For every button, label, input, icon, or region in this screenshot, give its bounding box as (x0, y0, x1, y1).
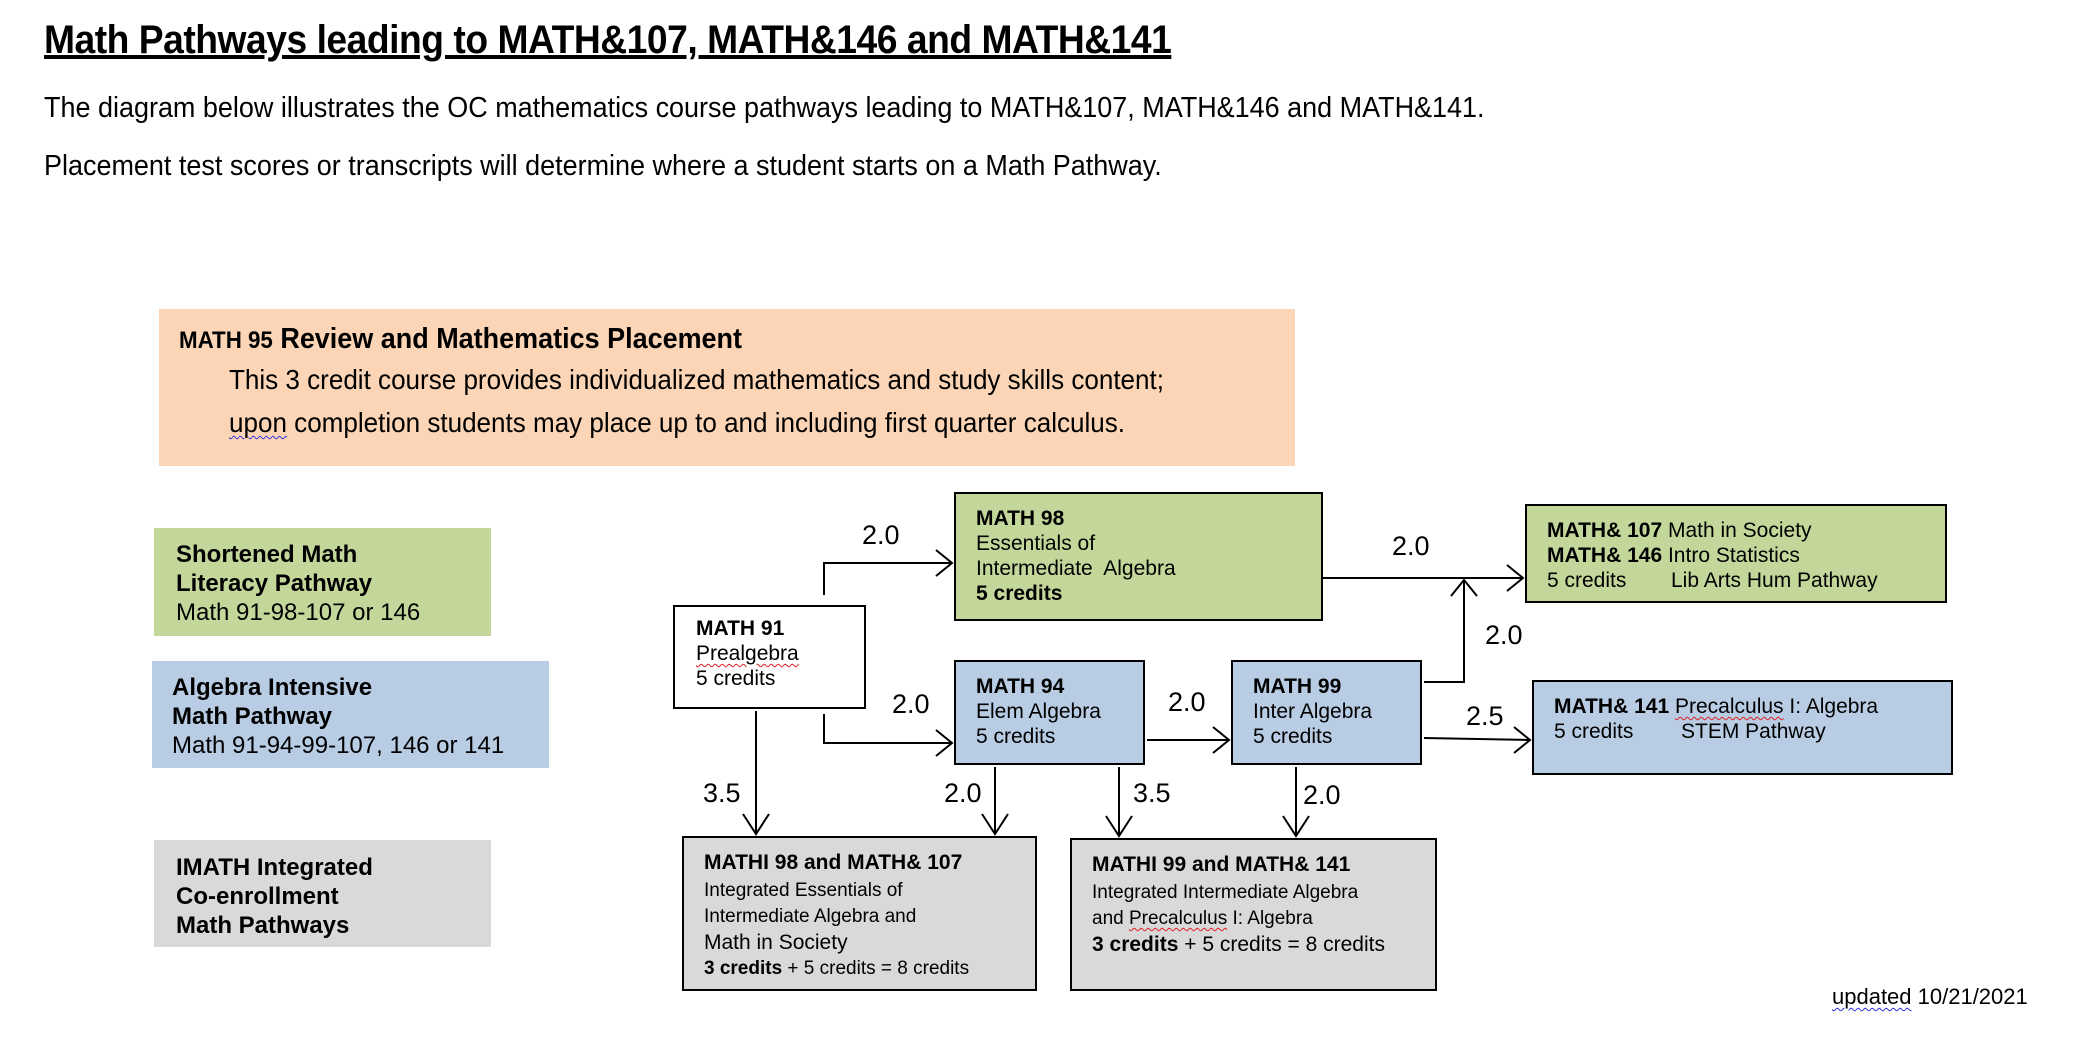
course-name: Inter Algebra (1253, 700, 1373, 723)
course-math91 (673, 605, 866, 709)
math95-desc-line2: completion students may place up to and including first quarter calculus. (286, 407, 1126, 438)
course-math141 (1532, 680, 1953, 775)
course-credits: + 5 credits = 8 credits (782, 958, 970, 979)
course-name: Math in Society (1662, 519, 1812, 542)
arrow-label-94-mi99: 3.5 (1133, 778, 1171, 808)
course-name: Prealgebra (696, 642, 799, 665)
pathway-name: Lib Arts Hum Pathway (1671, 569, 1878, 592)
course-code: MATH 99 (1253, 675, 1342, 698)
course-name: Intermediate Algebra (976, 557, 1176, 580)
legend-title: Co-enrollment (176, 883, 339, 910)
course-name: I: Algebra (1783, 695, 1879, 718)
math95-desc-word: upon (229, 407, 287, 438)
arrow-label-99-141: 2.5 (1466, 701, 1504, 731)
updated-value: 10/21/2021 (1911, 984, 2028, 1009)
course-code: MATH 91 (696, 617, 785, 640)
legend-title: Literacy Pathway (176, 570, 373, 597)
course-credits: 3 credits (1092, 933, 1179, 956)
legend-sequence: Math 91-98-107 or 146 (176, 599, 421, 626)
course-code: MATHI 99 and MATH& 141 (1092, 853, 1351, 876)
course-math99 (1231, 660, 1422, 765)
course-name: Precalculus (1128, 908, 1228, 929)
course-math94 (954, 660, 1145, 765)
course-credits: 5 credits (1554, 720, 1634, 743)
course-math98 (954, 492, 1323, 621)
math95-code: MATH 95 (179, 327, 273, 354)
course-name: Integrated Intermediate Algebra (1092, 882, 1359, 903)
placement-note: Placement test scores or transcripts will determine where a student starts on a Math Pathway. (44, 150, 1162, 182)
course-credits: + 5 credits = 8 credits (1178, 933, 1385, 956)
intro-text: The diagram below illustrates the OC mathematics course pathways leading to MATH&107, MATH&146 and MATH&141. (44, 92, 1485, 124)
legend-title: IMATH Integrated (176, 854, 373, 881)
course-name: Precalculus (1674, 695, 1784, 718)
course-code: MATHI 98 and MATH& 107 (704, 851, 963, 874)
course-name: Essentials of (976, 532, 1096, 555)
course-mathi99-141 (1070, 838, 1437, 991)
legend-title: Algebra Intensive (172, 674, 373, 701)
course-credits: 5 credits (696, 667, 776, 690)
pathway-name: STEM Pathway (1681, 720, 1826, 743)
legend-title: Math Pathways (176, 912, 350, 939)
arrow-label-91-98: 2.0 (862, 520, 900, 550)
course-credits: 5 credits (1547, 569, 1627, 592)
legend-sequence: Math 91-94-99-107, 146 or 141 (172, 732, 505, 759)
course-mathi98-107 (682, 836, 1037, 991)
arrow-label-91-94: 2.0 (892, 689, 930, 719)
course-credits: 5 credits (976, 582, 1063, 605)
course-math107-146 (1525, 504, 1947, 603)
arrow-label-99-107: 2.0 (1485, 620, 1523, 650)
updated-date (1832, 984, 2028, 1010)
arrow-label-98-107: 2.0 (1392, 531, 1430, 561)
math95-title: Review and Mathematics Placement (272, 323, 743, 355)
course-name: Elem Algebra (976, 700, 1101, 723)
arrow-label-94-mi98: 2.0 (944, 778, 982, 808)
legend-title: Math Pathway (172, 703, 333, 730)
course-name: and (1092, 908, 1129, 929)
course-name: Intro Statistics (1662, 544, 1800, 567)
legend-title: Shortened Math (176, 541, 358, 568)
course-code: MATH 98 (976, 507, 1065, 530)
course-credits: 5 credits (976, 725, 1056, 748)
updated-label: updated (1832, 984, 1912, 1009)
course-name: Intermediate Algebra and (704, 906, 917, 927)
arrow-label-99-mi99: 2.0 (1303, 780, 1341, 810)
course-credits: 3 credits (704, 958, 783, 979)
math95-desc-line1: This 3 credit course provides individualized mathematics and study skills content; (229, 364, 1164, 395)
arrow-label-91-mi98: 3.5 (703, 778, 741, 808)
page-title: Math Pathways leading to MATH&107, MATH&146 and MATH&141 (44, 18, 1172, 62)
course-code: MATH& 146 (1547, 544, 1663, 567)
course-name: Integrated Essentials of (704, 880, 903, 901)
course-code: MATH 94 (976, 675, 1065, 698)
course-name: Math in Society (704, 931, 848, 954)
course-name: I: Algebra (1227, 908, 1313, 929)
course-code: MATH& 141 (1554, 695, 1670, 718)
course-credits: 5 credits (1253, 725, 1333, 748)
course-code: MATH& 107 (1547, 519, 1663, 542)
arrow-label-94-99: 2.0 (1168, 687, 1206, 717)
